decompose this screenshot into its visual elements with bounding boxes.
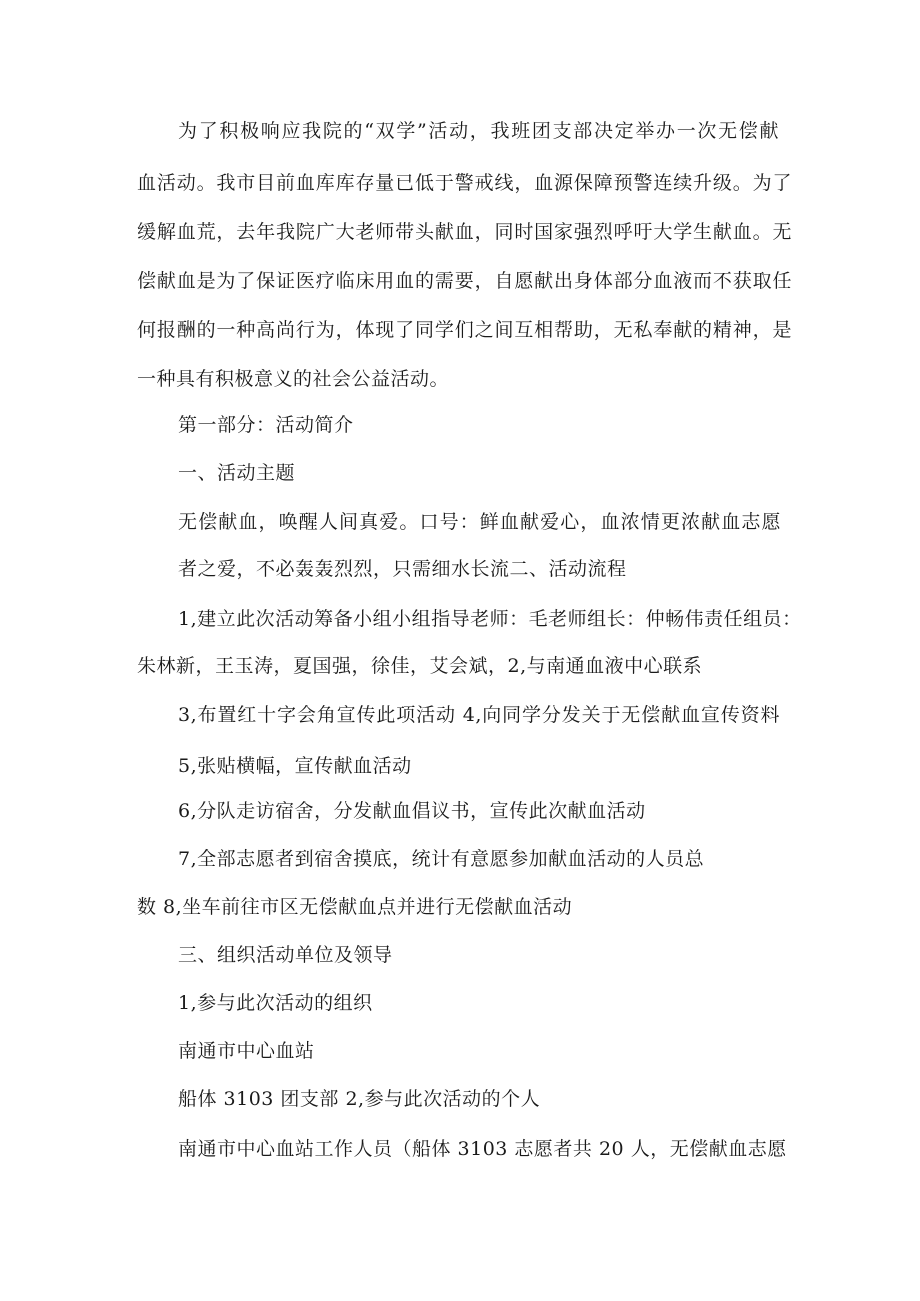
theme-line-1: 无偿献血，唤醒人间真爱。口号：鲜血献爱心，血浓情更浓献血志愿 [178,511,781,533]
intro-line-4: 偿献血是为了保证医疗临床用血的需要，自愿献出身体部分血液而不获取任 [137,270,792,292]
step3: 3,布置红十字会角宣传此项活动 4,向同学分发关于无偿献血宣传资料 [178,704,780,726]
org-people: 南通市中心血站工作人员（船体 3103 志愿者共 20 人，无偿献血志愿 [178,1138,787,1160]
step5: 5,张贴横幅，宣传献血活动 [178,755,412,777]
intro-line-5: 何报酬的一种高尚行为，体现了同学们之间互相帮助，无私奉献的精神，是 [137,319,792,341]
step7-line-2: 数 8,坐车前往市区无偿献血点并进行无偿献血活动 [137,896,573,918]
org-branch: 船体 3103 团支部 2,参与此次活动的个人 [178,1088,541,1110]
intro-line-6: 一种具有积极意义的社会公益活动。 [137,368,450,390]
intro-line-2: 血活动。我市目前血库库存量已低于警戒线，血源保障预警连续升级。为了 [137,172,792,194]
part1-heading: 第一部分：活动简介 [178,414,354,436]
org-heading: 三、组织活动单位及领导 [178,944,393,966]
theme-heading: 一、活动主题 [178,462,296,484]
step1-line-1: 1,建立此次活动筹备小组小组指导老师：毛老师组长：仲畅伟责任组员： [178,608,802,630]
step6: 6,分队走访宿舍，分发献血倡议书，宣传此次献血活动 [178,800,646,822]
intro-line-3: 缓解血荒，去年我院广大老师带头献血，同时国家强烈呼吁大学生献血。无 [137,221,792,243]
intro-line-1: 为了积极响应我院的“双学”活动，我班团支部决定举办一次无偿献 [178,120,779,142]
step7-line-1: 7,全部志愿者到宿舍摸底，统计有意愿参加献血活动的人员总 [178,848,705,870]
theme-line-2: 者之爱，不必轰轰烈烈，只需细水长流二、活动流程 [178,558,627,580]
org-item-1: 1,参与此次活动的组织 [178,992,373,1014]
step1-line-2: 朱林新，王玉涛，夏国强，徐佳，艾会斌，2,与南通血液中心联系 [137,655,703,677]
org-station: 南通市中心血站 [178,1040,315,1062]
